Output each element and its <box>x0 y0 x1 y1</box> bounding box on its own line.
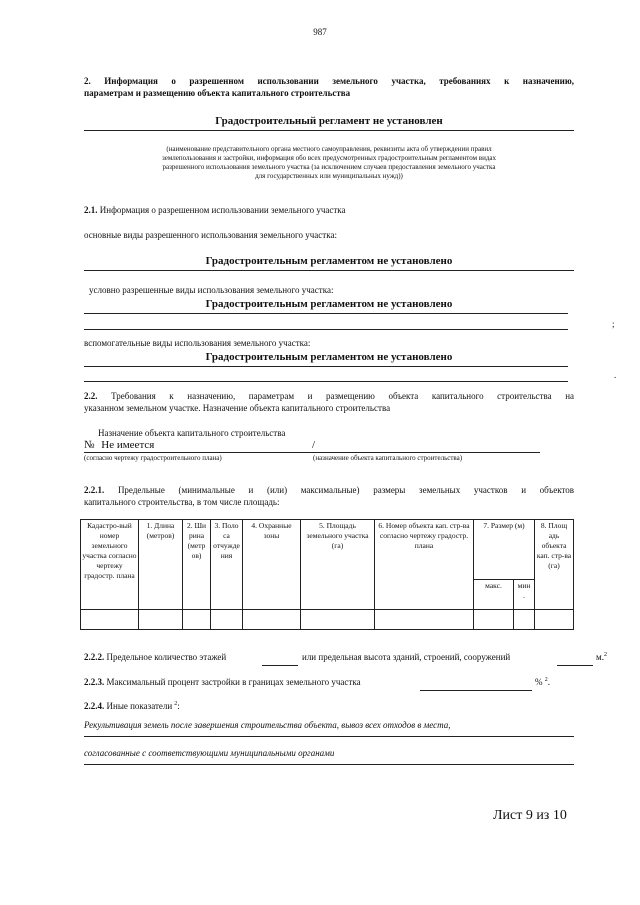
footnote-mark: 2 <box>174 701 178 707</box>
section-2-2-3 <box>84 677 361 687</box>
section-number: 2.2.2. <box>84 652 105 662</box>
header-protected-zones: 4. Охранные зоны <box>243 520 301 610</box>
purpose-underline <box>84 452 540 453</box>
slash-separator: / <box>312 439 316 451</box>
cell-empty <box>474 610 514 630</box>
section-number: 2.2.1. <box>84 485 105 495</box>
footnote-mark: 2 <box>544 677 548 683</box>
cell-empty <box>514 610 535 630</box>
header-object-number: 6. Номер объекта кап. стр-ва согласно чертежу градостр. плана <box>375 520 474 610</box>
main-uses-underline <box>84 270 574 271</box>
cell-empty <box>375 610 474 630</box>
coverage-unit <box>535 677 550 687</box>
header-cadastral: Кадастро-вый номер земельного участка согласно чертежу градостр. плана <box>81 520 139 610</box>
regulation-underline <box>84 130 574 131</box>
purpose-caption-right: (назначение объекта капитального строительства) <box>313 454 463 462</box>
regulation-caption <box>84 145 574 181</box>
section-2-2-line2: указанном земельном участке. Назначение объекта капитального строительства <box>84 403 391 413</box>
section-2-2-line1 <box>84 391 574 401</box>
header-width: 2. Ши рина (метр ов) <box>183 520 211 610</box>
object-number-field <box>84 439 154 451</box>
main-uses-value: Градостроительным регламентом не установлено <box>205 255 453 267</box>
section-text: Предельные (минимальные и (или) максимальные) размеры земельных участков и объектов <box>117 485 575 495</box>
coverage-input-line <box>420 690 532 691</box>
sheet-label: Лист 9 из 10 <box>493 808 567 823</box>
min-dot: . <box>523 591 525 600</box>
object-number-value: Не имеется <box>101 439 155 451</box>
height-input-line <box>557 665 593 666</box>
section-number: 2.1. <box>84 205 98 215</box>
section-2-heading-line1: 2. Информация о разрешенном использовании земельного участка, требованиях к назначению, <box>84 76 574 86</box>
footnote-mark: 2 <box>603 652 607 658</box>
cell-empty <box>81 610 139 630</box>
height-label: или предельная высота зданий, строений, сооружений <box>302 652 511 662</box>
cell-empty <box>183 610 211 630</box>
caption-line: для государственных или муниципальных нужд)) <box>255 172 403 180</box>
cell-empty <box>301 610 375 630</box>
regulation-status: Градостроительный регламент не установлен <box>215 115 443 127</box>
conditional-uses-value: Градостроительным регламентом не установлено <box>205 298 453 310</box>
auxiliary-uses-label: вспомогательные виды использования земельного участка: <box>84 338 311 348</box>
period: . <box>547 677 550 687</box>
section-number: 2.2.3. <box>84 677 105 687</box>
purpose-caption-left: (согласно чертежу градостроительного плана) <box>84 454 222 462</box>
cell-empty <box>243 610 301 630</box>
section-2-2-2 <box>84 652 226 662</box>
header-length: 1. Длина (метров) <box>139 520 183 610</box>
section-title: Информация о разрешенном использовании земельного участка <box>99 205 346 215</box>
table-row <box>81 610 574 630</box>
cell-empty <box>535 610 574 630</box>
auxiliary-uses-value: Градостроительным регламентом не установлено <box>205 351 453 363</box>
caption-line: (наименование представительного органа местного самоуправления, реквизиты акта об утверждении правил <box>166 145 492 153</box>
other-indicators-label: Иные показатели <box>106 701 173 711</box>
auxiliary-uses-underline-2 <box>84 381 568 382</box>
unit-text: м. <box>596 652 604 662</box>
other-indicators-underline1 <box>84 736 574 737</box>
conditional-uses-underline <box>84 313 568 314</box>
cell-empty <box>211 610 243 630</box>
header-size: 7. Размер (м) <box>474 520 535 580</box>
min-label: мин <box>517 581 531 590</box>
main-uses-label: основные виды разрешенного использования земельного участка: <box>84 230 337 240</box>
other-indicators-line2: согласованные с соответствующими муниципальными органами <box>84 748 335 758</box>
other-indicators-underline2 <box>84 764 574 765</box>
conditional-uses-label: условно разрешенные виды использования земельного участка: <box>89 285 334 295</box>
header-object-area: 8. Площ адь объекта кап. стр-ва (га) <box>535 520 574 610</box>
section-2-2-1-line2: капитального строительства, в том числе площадь: <box>84 497 280 507</box>
floors-label: Предельное количество этажей <box>106 652 227 662</box>
header-exclusion-zone: 3. Поло са отчужде ния <box>211 520 243 610</box>
cell-empty <box>139 610 183 630</box>
percent-sign: % <box>535 677 543 687</box>
auxiliary-uses-underline <box>84 366 568 367</box>
conditional-semicolon: ; <box>612 319 615 329</box>
auxiliary-period: . <box>614 370 617 380</box>
colon: : <box>177 701 180 711</box>
purpose-label: Назначение объекта капитального строительства <box>98 428 286 438</box>
section-text: Требования к назначению, параметрам и размещению объекта капитального строительства на <box>111 391 574 401</box>
caption-line: разрешенного использования земельного участка (за исключением случаев предоставления земельного участка <box>162 163 496 171</box>
height-unit <box>596 652 607 662</box>
number-sign: № <box>84 439 95 451</box>
table-header-row <box>81 520 574 580</box>
floors-input-line <box>262 665 298 666</box>
header-area: 5. Площадь земельного участка (га) <box>301 520 375 610</box>
header-size-min <box>514 580 535 610</box>
page-number: 987 <box>313 27 327 37</box>
section-2-2-1-line1 <box>84 485 574 495</box>
other-indicators-line1: Рекультивация земель после завершения строительства объекта, вывоз всех отходов в места, <box>84 720 451 730</box>
section-number: 2.2. <box>84 391 98 401</box>
caption-line: землепользования и застройки, информация обо всех предусмотренных градостроительным регламентом видах <box>161 154 497 162</box>
header-size-max: макс. <box>474 580 514 610</box>
section-number: 2.2.4. <box>84 701 105 711</box>
conditional-uses-underline-2 <box>84 329 568 330</box>
land-plot-dimensions-table <box>80 519 574 630</box>
section-2-2-4 <box>84 701 180 711</box>
section-2-heading-line2: параметрам и размещению объекта капитального строительства <box>84 88 351 98</box>
building-coverage-label: Максимальный процент застройки в границах земельного участка <box>106 677 361 687</box>
section-2-1-title <box>84 205 346 215</box>
